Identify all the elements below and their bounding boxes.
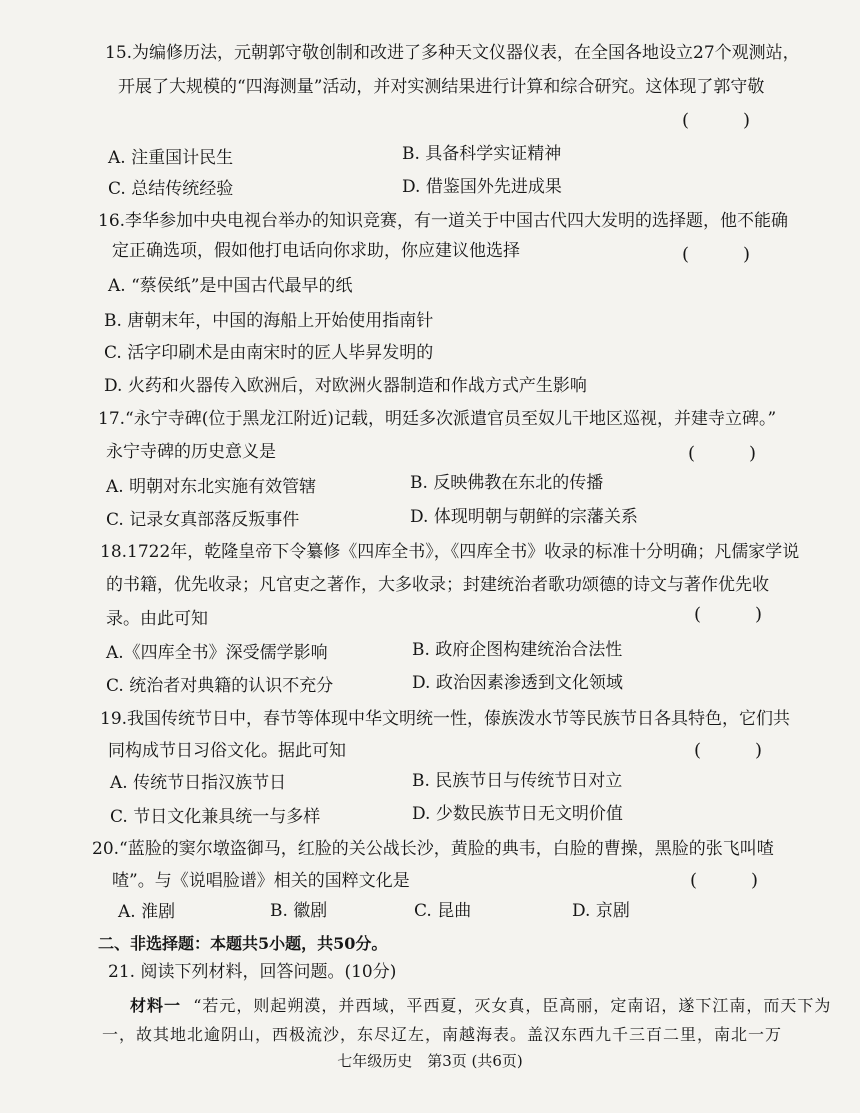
page-footer: 七年级历史 第3页 (共6页)	[337, 1052, 523, 1070]
q17-option-d: D. 体现明朝与朝鲜的宗藩关系	[410, 507, 638, 527]
answer-bracket-17: ( )	[688, 443, 763, 464]
answer-bracket-15: ( )	[682, 110, 757, 131]
question-18-line-2: 的书籍，优先收录；凡官吏之著作，大多收录；封建统治者歌功颂德的诗文与著作优先收	[106, 575, 769, 595]
answer-bracket-20: ( )	[690, 870, 765, 891]
q19-option-a: A. 传统节日指汉族节日	[110, 773, 287, 793]
q20-option-b: B. 徽剧	[270, 901, 328, 921]
answer-bracket-18: ( )	[694, 604, 769, 625]
question-17-line-2: 永宁寺碑的历史意义是	[106, 442, 276, 462]
question-15-line-2: 开展了大规模的“四海测量”活动，并对实测结果进行计算和综合研究。这体现了郭守敬	[118, 77, 765, 97]
q17-option-a: A. 明朝对东北实施有效管辖	[106, 477, 317, 497]
question-16-line-1: 16.李华参加中央电视台举办的知识竞赛，有一道关于中国古代四大发明的选择题，他不能确	[98, 211, 789, 231]
answer-bracket-16: ( )	[682, 244, 757, 265]
section-heading: 二、非选择题：本题共5小题，共50分。	[98, 934, 388, 953]
material-1-line-2: 一，故其地北逾阴山，西极流沙，东尽辽左，南越海表。盖汉东西九千三百二里，南北一万	[102, 1025, 783, 1044]
q18-option-c: C. 统治者对典籍的认识不充分	[106, 676, 334, 696]
question-15-line-1: 15.为编修历法，元朝郭守敬创制和改进了多种天文仪器仪表，在全国各地设立27个观测站，	[105, 43, 800, 63]
q16-option-c: C. 活字印刷术是由南宋时的匠人毕昇发明的	[104, 343, 434, 363]
q16-option-b: B. 唐朝末年，中国的海船上开始使用指南针	[104, 311, 434, 331]
q15-option-a: A. 注重国计民生	[108, 148, 234, 168]
q18-option-b: B. 政府企图构建统治合法性	[412, 640, 623, 660]
q20-option-c: C. 昆曲	[414, 901, 472, 921]
q16-option-a: A. “蔡侯纸”是中国古代最早的纸	[108, 276, 353, 296]
q18-option-d: D. 政治因素渗透到文化领域	[412, 673, 623, 693]
q15-option-d: D. 借鉴国外先进成果	[402, 177, 562, 197]
question-16-line-2: 定正确选项，假如他打电话向你求助，你应建议他选择	[112, 241, 520, 261]
question-18-line-3: 录。由此可知	[106, 609, 208, 629]
question-17-line-1: 17.“永宁寺碑(位于黑龙江附近)记载，明廷多次派遣官员至奴儿干地区巡视，并建寺立碑。”	[98, 409, 777, 429]
q15-option-b: B. 具备科学实证精神	[402, 144, 562, 164]
q16-option-d: D. 火药和火器传入欧洲后，对欧洲火器制造和作战方式产生影响	[104, 376, 587, 396]
question-19-line-2: 同构成节日习俗文化。据此可知	[108, 741, 346, 761]
question-21-heading: 21. 阅读下列材料，回答问题。(10分)	[108, 962, 397, 982]
q18-option-a: A.《四库全书》深受儒学影响	[106, 643, 328, 663]
q19-option-c: C. 节日文化兼具统一与多样	[110, 807, 321, 827]
q20-option-a: A. 淮剧	[118, 902, 176, 922]
q20-option-d: D. 京剧	[572, 901, 630, 921]
question-18-line-1: 18.1722年，乾隆皇帝下令纂修《四库全书》，《四库全书》收录的标准十分明确；凡儒家学说	[100, 542, 800, 562]
answer-bracket-19: ( )	[694, 740, 769, 761]
material-1-line-1: 材料一 “若元，则起朔漠，并西域，平西夏，灭女真，臣高丽，定南诏，遂下江南，而天下为	[130, 996, 832, 1015]
question-20-line-1: 20.“蓝脸的窦尔墩盗御马，红脸的关公战长沙，黄脸的典韦，白脸的曹操，黑脸的张飞叫喳	[92, 839, 774, 859]
q17-option-b: B. 反映佛教在东北的传播	[410, 473, 604, 493]
q17-option-c: C. 记录女真部落反叛事件	[106, 510, 300, 530]
q19-option-b: B. 民族节日与传统节日对立	[412, 771, 623, 791]
question-20-line-2: 喳”。与《说唱脸谱》相关的国粹文化是	[112, 871, 410, 891]
q15-option-c: C. 总结传统经验	[108, 179, 234, 199]
q19-option-d: D. 少数民族节日无文明价值	[412, 804, 623, 824]
question-19-line-1: 19.我国传统节日中，春节等体现中华文明统一性，傣族泼水节等民族节日各具特色，它们共	[100, 709, 791, 729]
